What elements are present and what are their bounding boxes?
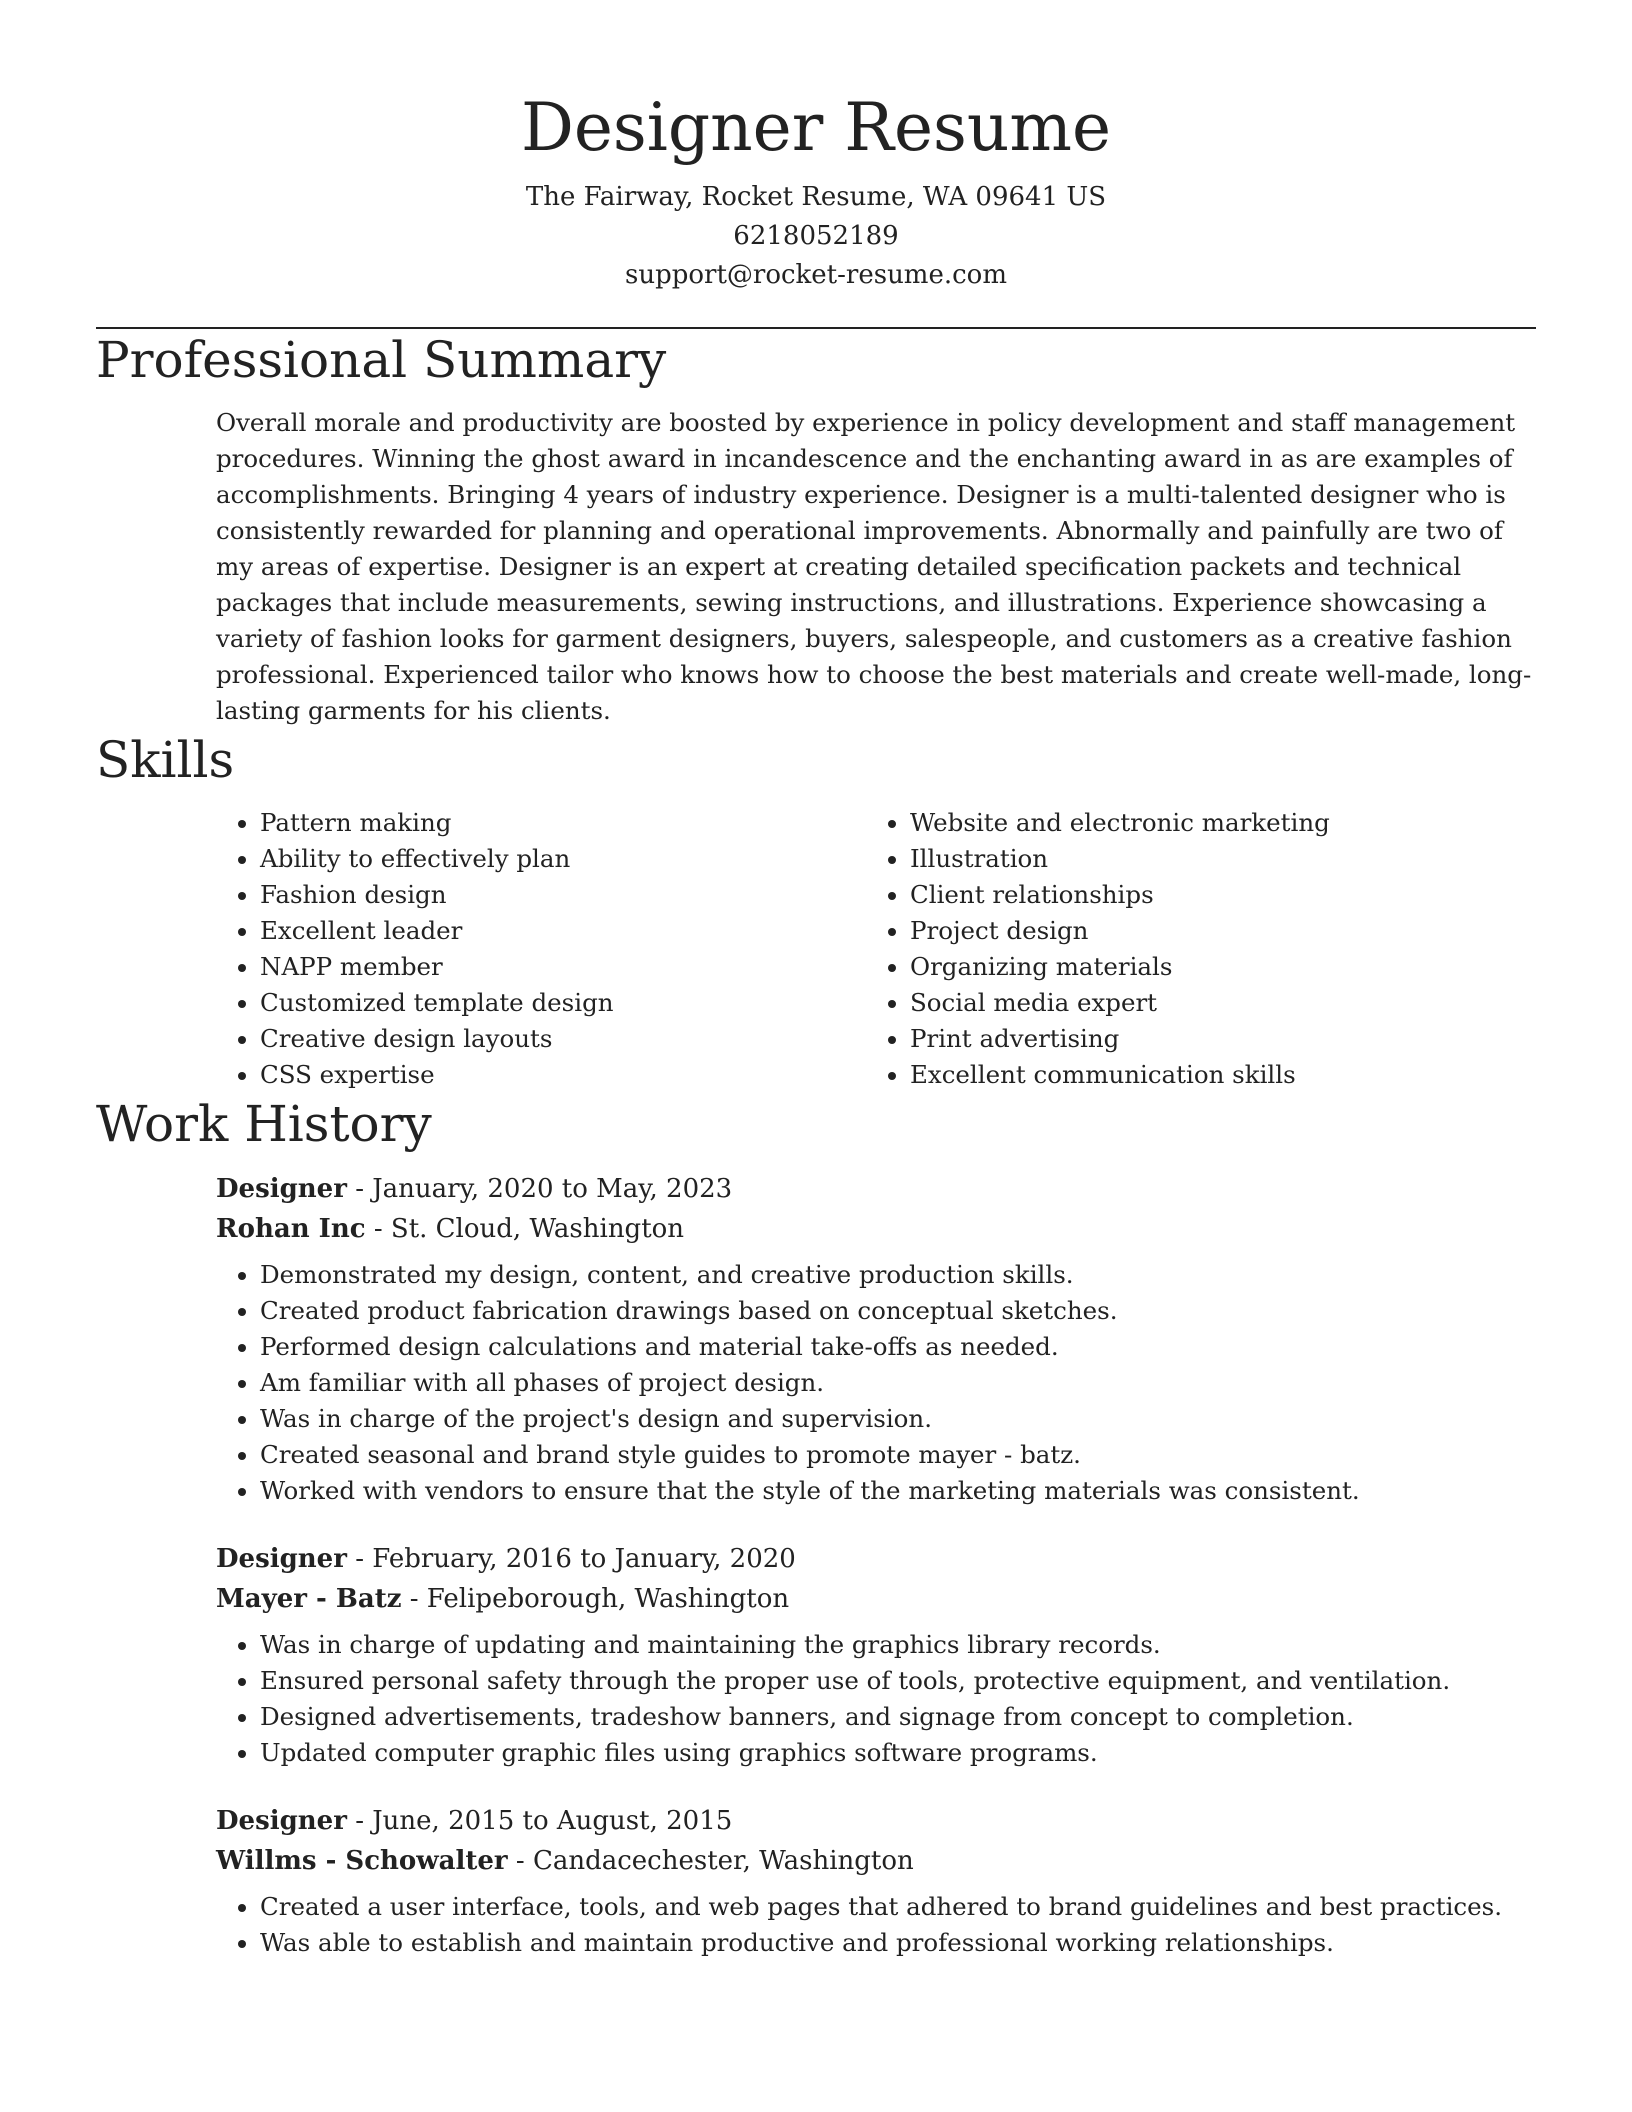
job-role: Designer	[216, 1806, 347, 1836]
job-location: - Felipeborough, Washington	[401, 1584, 790, 1614]
resume-title: Designer Resume	[520, 89, 1112, 166]
skills-column-left	[96, 805, 750, 1093]
skill-item: • Creative design layouts	[260, 1021, 750, 1057]
job-bullet: • Demonstrated my design, content, and creative production skills.	[260, 1257, 1536, 1293]
job-company: Willms - Schowalter	[216, 1846, 508, 1876]
job-role-line	[216, 1539, 1536, 1579]
job-bullet: • Was able to establish and maintain productive and professional working relationships.	[260, 1925, 1536, 1961]
job-role-line	[216, 1801, 1536, 1841]
job-bullet: • Created a user interface, tools, and web pages that adhered to brand guidelines and best practices.	[260, 1889, 1536, 1925]
skill-item: • NAPP member	[260, 949, 750, 985]
skills-column-right	[750, 805, 1400, 1093]
skill-item: • Illustration	[910, 841, 1400, 877]
skill-item: • Organizing materials	[910, 949, 1400, 985]
address: The Fairway, Rocket Resume, WA 09641 US	[525, 182, 1107, 212]
job-bullet: • Was in charge of updating and maintaining the graphics library records.	[260, 1627, 1536, 1663]
job-bullet: • Created product fabrication drawings based on conceptual sketches.	[260, 1293, 1536, 1329]
job-entry	[216, 1169, 1536, 1509]
job-dates: - February, 2016 to January, 2020	[346, 1544, 796, 1574]
job-dates: - June, 2015 to August, 2015	[346, 1806, 733, 1836]
job-company: Rohan Inc	[216, 1214, 366, 1244]
email: support@rocket-resume.com	[624, 260, 1007, 290]
job-company-line	[216, 1209, 1536, 1249]
skill-item: • Client relationships	[910, 877, 1400, 913]
job-bullet: • Designed advertisements, tradeshow banners, and signage from concept to completion.	[260, 1699, 1536, 1735]
skill-item: • CSS expertise	[260, 1057, 750, 1093]
job-role: Designer	[216, 1174, 347, 1204]
skill-item: • Ability to effectively plan	[260, 841, 750, 877]
job-bullet: • Was in charge of the project's design and supervision.	[260, 1401, 1536, 1437]
job-bullet: • Ensured personal safety through the proper use of tools, protective equipment, and ventilation.	[260, 1663, 1536, 1699]
job-location: - Candacechester, Washington	[507, 1846, 914, 1876]
section-title-skills: Skills	[96, 731, 235, 789]
job-role: Designer	[216, 1544, 347, 1574]
skill-item: • Social media expert	[910, 985, 1400, 1021]
skill-item: • Customized template design	[260, 985, 750, 1021]
job-entry	[216, 1801, 1536, 1961]
job-dates: - January, 2020 to May, 2023	[346, 1174, 733, 1204]
job-bullet: • Worked with vendors to ensure that the style of the marketing materials was consistent.	[260, 1473, 1536, 1509]
summary-text: Overall morale and productivity are boosted by experience in policy development and staff management procedures. Winning the ghost award in incandescence and the enchanting award in as are examples of accomplishments. Bringing 4 years of industry experience. Designer is a multi-talented designer who is consistently rewarded for planning and operational improvements. Abnormally and painfully are two of my areas of expertise. Designer is an expert at creating detailed specification packets and technical packages that include measurements, sewing instructions, and illustrations. Experience showcasing a variety of fashion looks for garment designers, buyers, salespeople, and customers as a creative fashion professional. Experienced tailor who knows how to choose the best materials and create well-made, long-lasting garments for his clients.	[216, 408, 1532, 725]
resume-page	[96, 0, 1536, 1961]
skill-item: • Excellent leader	[260, 913, 750, 949]
section-title-summary: Professional Summary	[96, 331, 667, 389]
job-bullet: • Updated computer graphic files using graphics software programs.	[260, 1735, 1536, 1771]
skill-item: • Excellent communication skills	[910, 1057, 1400, 1093]
skill-item: • Pattern making	[260, 805, 750, 841]
job-company-line	[216, 1579, 1536, 1619]
job-bullet: • Created seasonal and brand style guides to promote mayer - batz.	[260, 1437, 1536, 1473]
job-bullet: • Performed design calculations and material take-offs as needed.	[260, 1329, 1536, 1365]
skill-item: • Print advertising	[910, 1021, 1400, 1057]
skill-item: • Website and electronic marketing	[910, 805, 1400, 841]
job-company-line	[216, 1841, 1536, 1881]
job-company: Mayer - Batz	[216, 1584, 402, 1614]
contact-block	[96, 178, 1536, 295]
job-bullets	[216, 1627, 1536, 1771]
job-bullets	[216, 1889, 1536, 1961]
job-entry	[216, 1539, 1536, 1771]
skills-list	[96, 805, 1536, 1093]
job-role-line	[216, 1169, 1536, 1209]
skill-item: • Fashion design	[260, 877, 750, 913]
skill-item: • Project design	[910, 913, 1400, 949]
resume-header	[96, 0, 1536, 295]
job-location: - St. Cloud, Washington	[365, 1214, 685, 1244]
phone: 6218052189	[733, 221, 899, 251]
job-bullet: • Am familiar with all phases of project design.	[260, 1365, 1536, 1401]
section-title-work-history: Work History	[96, 1095, 432, 1153]
job-bullets	[216, 1257, 1536, 1509]
